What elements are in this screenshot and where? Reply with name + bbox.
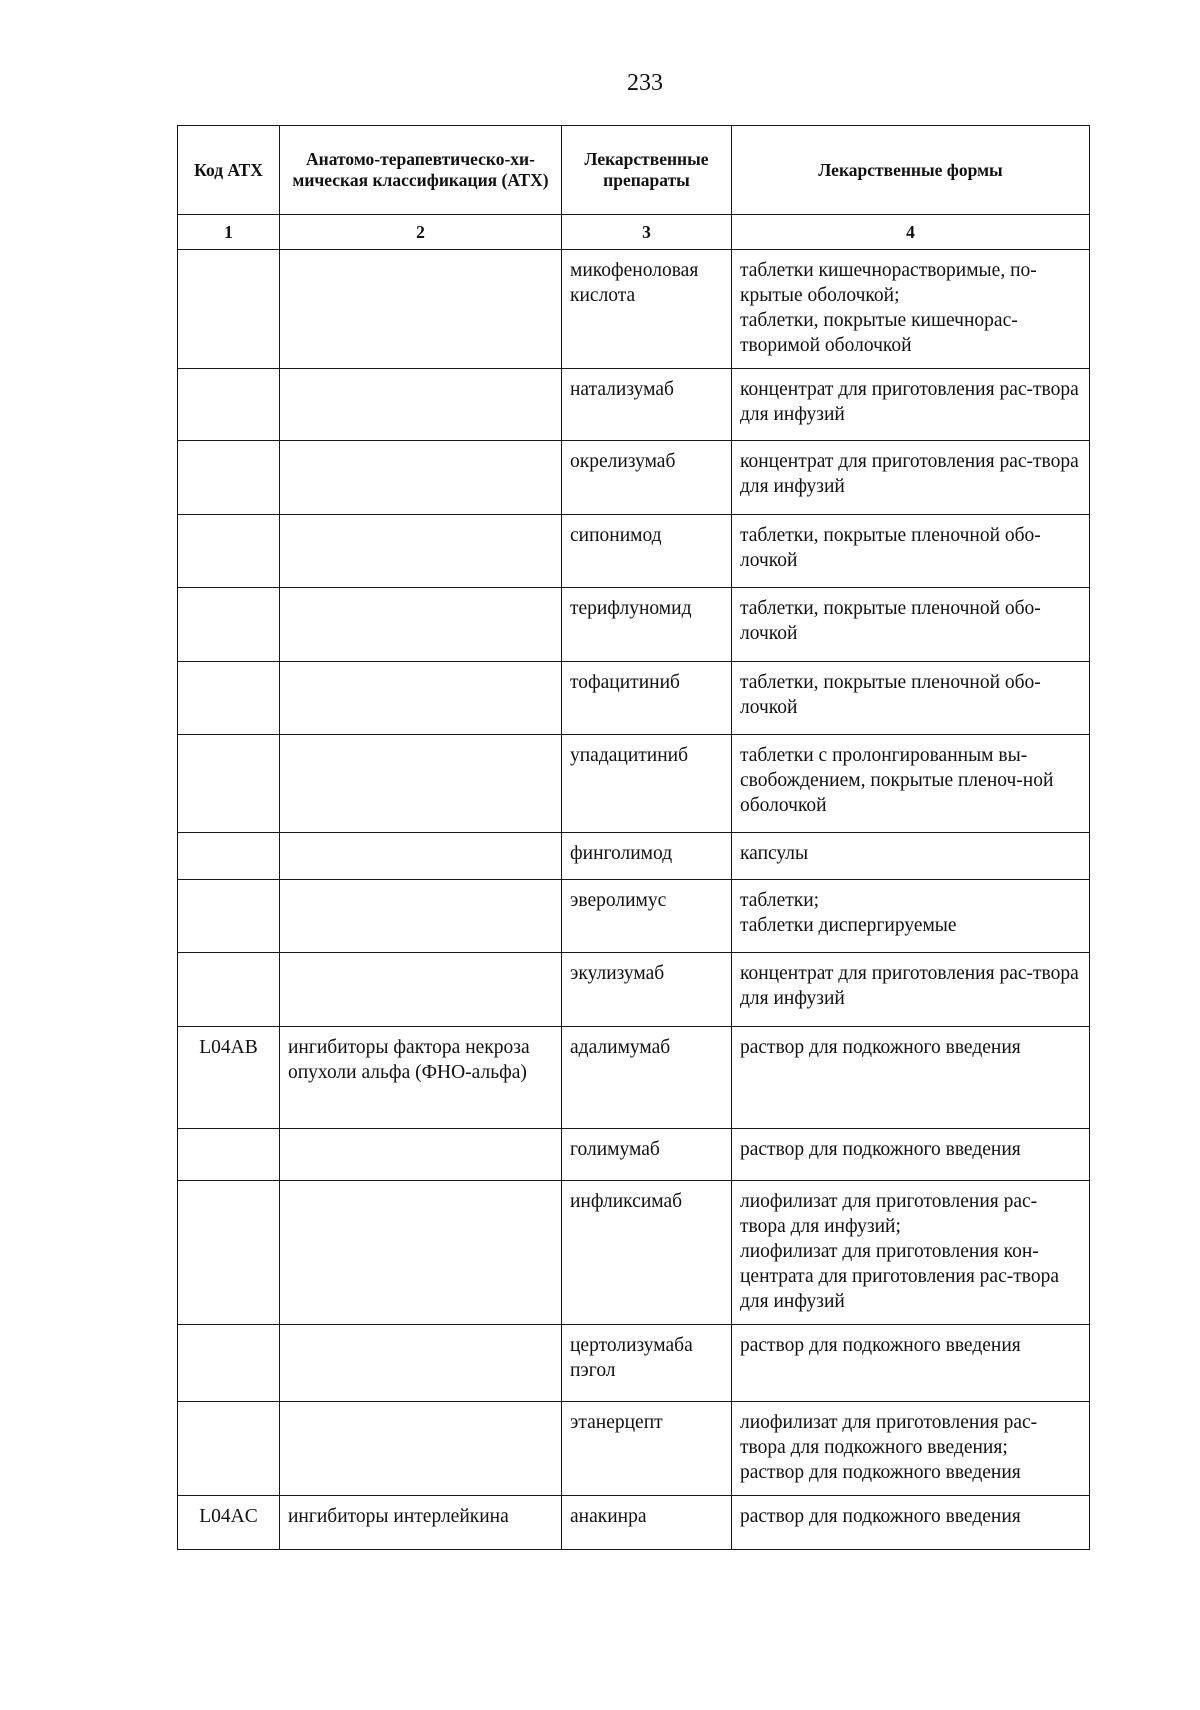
dosage-form-item: таблетки, покрытые пленочной обо-лочкой [740, 598, 1041, 644]
atx-classification-cell [280, 880, 562, 953]
atx-classification-cell: ингибиторы фактора некроза опухоли альфа (ФНО-альфа) [280, 1027, 562, 1129]
atx-code-cell [178, 953, 280, 1027]
drug-name-cell: упадацитиниб [562, 735, 732, 833]
table-row [178, 1402, 1090, 1496]
dosage-form-item: таблетки, покрытые пленочной обо-лочкой [740, 672, 1041, 718]
atx-code-cell [178, 369, 280, 441]
drug-name-cell: этанерцепт [562, 1402, 732, 1496]
column-number: 1 [178, 215, 280, 250]
dosage-form-item: таблетки, покрытые кишечнорас-творимой оболочкой [740, 310, 1018, 356]
drug-name-cell: финголимод [562, 833, 732, 880]
dosage-form-item: раствор для подкожного введения [740, 1462, 1021, 1483]
atx-code-cell [178, 880, 280, 953]
atx-classification-cell [280, 515, 562, 588]
dosage-form-item: капсулы [740, 843, 809, 864]
drug-name-cell: микофеноловая кислота [562, 250, 732, 369]
atx-code-cell: L04AC [178, 1496, 280, 1550]
atx-classification-cell [280, 1129, 562, 1181]
atx-classification-cell [280, 953, 562, 1027]
drug-name-cell: окрелизумаб [562, 441, 732, 515]
dosage-forms-cell [732, 1325, 1090, 1402]
atx-classification-cell [280, 369, 562, 441]
table-header-row [178, 126, 1090, 215]
table-row [178, 953, 1090, 1027]
dosage-forms-cell [732, 953, 1090, 1027]
drug-name-cell: терифлуномид [562, 588, 732, 662]
atx-code-cell [178, 588, 280, 662]
atx-code-cell [178, 1129, 280, 1181]
dosage-form-item: таблетки кишечнорастворимые, по-крытые оболочкой; [740, 260, 1037, 306]
table-body [178, 250, 1090, 1550]
header-atx-classification: Анатомо-терапевтическо-хи-мическая классификация (АТХ) [280, 126, 562, 215]
atx-classification-cell [280, 1181, 562, 1325]
table-row [178, 1181, 1090, 1325]
atx-classification-cell [280, 588, 562, 662]
atx-classification-cell [280, 441, 562, 515]
column-number: 4 [732, 215, 1090, 250]
column-number: 3 [562, 215, 732, 250]
dosage-forms-cell [732, 1181, 1090, 1325]
table-row [178, 1496, 1090, 1550]
table-row [178, 369, 1090, 441]
dosage-forms-cell [732, 1402, 1090, 1496]
atx-code-cell: L04AB [178, 1027, 280, 1129]
drug-name-cell: сипонимод [562, 515, 732, 588]
drug-name-cell: эверолимус [562, 880, 732, 953]
atx-classification-cell [280, 662, 562, 735]
atx-classification-cell [280, 833, 562, 880]
dosage-form-item: концентрат для приготовления рас-твора для инфузий [740, 379, 1079, 425]
table-row [178, 1027, 1090, 1129]
dosage-forms-cell [732, 880, 1090, 953]
atx-classification-cell [280, 1325, 562, 1402]
dosage-forms-cell [732, 441, 1090, 515]
drug-name-cell: цертолизумаба пэгол [562, 1325, 732, 1402]
atx-classification-cell [280, 735, 562, 833]
dosage-forms-cell [732, 833, 1090, 880]
table-row [178, 880, 1090, 953]
dosage-forms-cell [732, 250, 1090, 369]
table-row [178, 1325, 1090, 1402]
atx-code-cell [178, 515, 280, 588]
header-drugs: Лекарственные препараты [562, 126, 732, 215]
dosage-form-item: таблетки диспергируемые [740, 915, 957, 936]
table-row [178, 662, 1090, 735]
dosage-forms-cell [732, 515, 1090, 588]
dosage-forms-cell [732, 662, 1090, 735]
dosage-form-item: лиофилизат для приготовления рас-твора для инфузий; [740, 1191, 1038, 1237]
dosage-forms-cell [732, 369, 1090, 441]
dosage-forms-cell [732, 1027, 1090, 1129]
atx-classification-cell [280, 250, 562, 369]
dosage-form-item: лиофилизат для приготовления кон-центрата для приготовления рас-твора для инфузий [740, 1241, 1059, 1312]
drug-name-cell: тофацитиниб [562, 662, 732, 735]
atx-code-cell [178, 1402, 280, 1496]
dosage-forms-cell [732, 735, 1090, 833]
drug-name-cell: адалимумаб [562, 1027, 732, 1129]
table-row [178, 833, 1090, 880]
drug-name-cell: голимумаб [562, 1129, 732, 1181]
atx-code-cell [178, 1325, 280, 1402]
atx-code-cell [178, 1181, 280, 1325]
column-number-row [178, 215, 1090, 250]
table-row [178, 588, 1090, 662]
header-dosage-forms: Лекарственные формы [732, 126, 1090, 215]
drug-name-cell: натализумаб [562, 369, 732, 441]
atx-code-cell [178, 735, 280, 833]
drug-name-cell: инфликсимаб [562, 1181, 732, 1325]
table-row [178, 515, 1090, 588]
header-atx-code: Код АТХ [178, 126, 280, 215]
dosage-form-item: лиофилизат для приготовления рас-твора для подкожного введения; [740, 1412, 1038, 1458]
atx-classification-cell: ингибиторы интерлейкина [280, 1496, 562, 1550]
dosage-form-item: концентрат для приготовления рас-твора для инфузий [740, 451, 1079, 497]
table-row [178, 441, 1090, 515]
dosage-form-item: раствор для подкожного введения [740, 1506, 1021, 1527]
dosage-form-item: таблетки; [740, 890, 820, 911]
table-row [178, 250, 1090, 369]
drug-name-cell: экулизумаб [562, 953, 732, 1027]
dosage-form-item: раствор для подкожного введения [740, 1335, 1021, 1356]
dosage-form-item: раствор для подкожного введения [740, 1037, 1021, 1058]
atx-code-cell [178, 441, 280, 515]
drug-name-cell: анакинра [562, 1496, 732, 1550]
dosage-form-item: таблетки с пролонгированным вы-свобождением, покрытые пленоч-ной оболочкой [740, 745, 1054, 816]
table-row [178, 735, 1090, 833]
dosage-form-item: раствор для подкожного введения [740, 1139, 1021, 1160]
atx-code-cell [178, 833, 280, 880]
page-number: 233 [627, 70, 663, 96]
dosage-forms-cell [732, 1496, 1090, 1550]
atx-classification-cell [280, 1402, 562, 1496]
atx-drug-table [177, 125, 1090, 1550]
atx-code-cell [178, 662, 280, 735]
atx-code-cell [178, 250, 280, 369]
column-number: 2 [280, 215, 562, 250]
dosage-form-item: таблетки, покрытые пленочной обо-лочкой [740, 525, 1041, 571]
dosage-form-item: концентрат для приготовления рас-твора для инфузий [740, 963, 1079, 1009]
table-row [178, 1129, 1090, 1181]
dosage-forms-cell [732, 1129, 1090, 1181]
dosage-forms-cell [732, 588, 1090, 662]
